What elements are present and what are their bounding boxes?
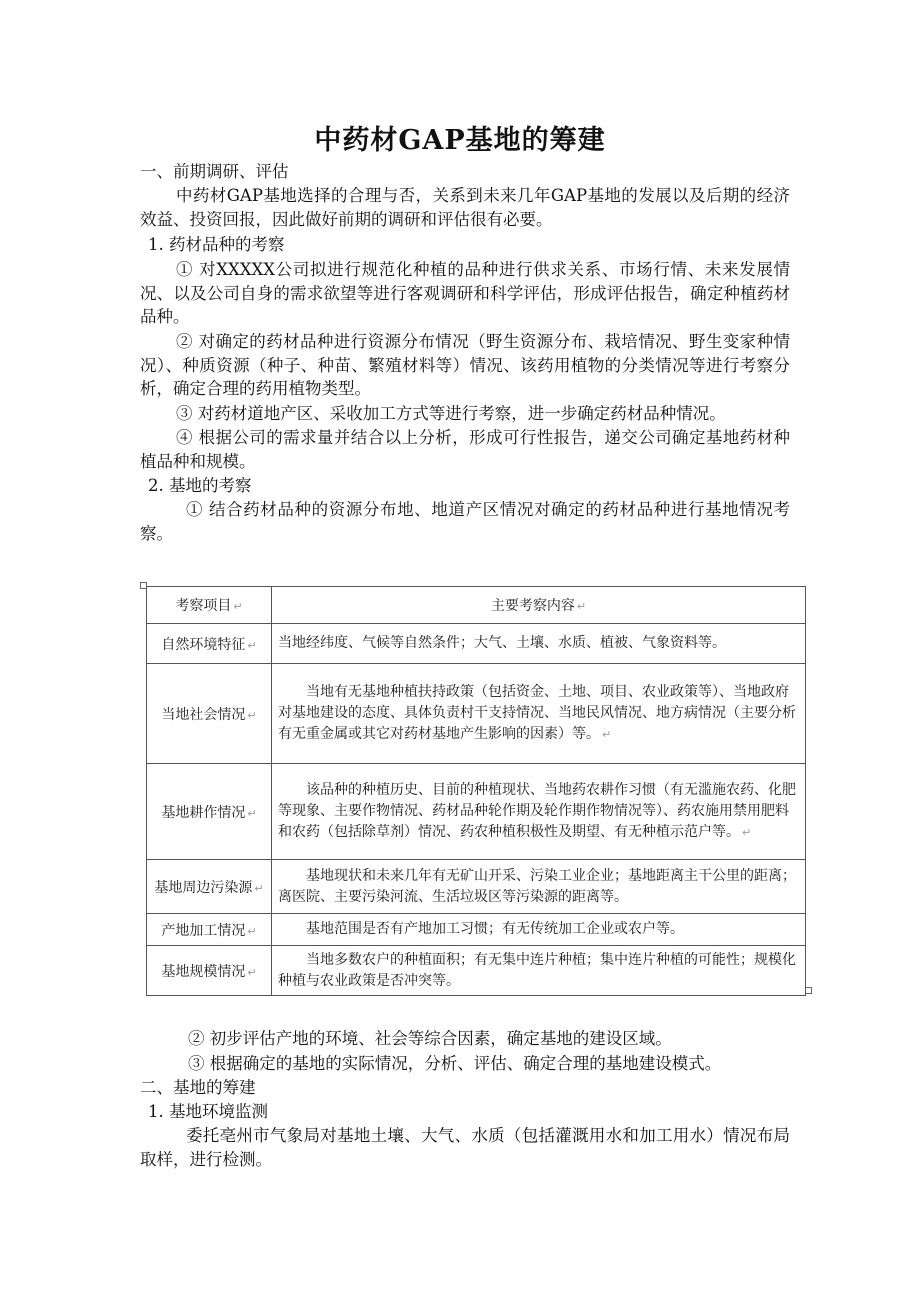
section-2-heading: 二、基地的筹建 [140, 1078, 256, 1097]
document-title: 中药材GAP基地的筹建 [314, 125, 606, 156]
table-row [147, 624, 806, 664]
table-row [147, 860, 806, 914]
subsection-1-item-4: ④ 根据公司的需求量并结合以上分析，形成可行性报告，递交公司确定基地药材种植品种和规模。 [140, 428, 790, 471]
table-cell-item: 当地社会情况 ↵ [147, 664, 272, 764]
table-cell-item: 产地加工情况 ↵ [147, 914, 272, 946]
section-1-heading: 一、前期调研、评估 [140, 162, 289, 181]
table-cell-item: 基地耕作情况 ↵ [147, 764, 272, 860]
subsection-1-item-3: ③ 对药材道地产区、采收加工方式等进行考察，进一步确定药材品种情况。 [176, 404, 726, 423]
table-row [147, 914, 806, 946]
table-cell-item: 基地周边污染源 ↵ [147, 860, 272, 914]
table-cell-content: 当地多数农户的种植面积；有无集中连片种植；集中连片种植的可能性；规模化种植与农业政策是否冲突等。 [272, 946, 806, 996]
table-cell-content: 当地有无基地种植扶持政策（包括资金、土地、项目、农业政策等）、当地政府对基地建设的态度、具体负责村干支持情况、当地民风情况、地方病情况（主要分析有无重金属或其它对药材基地产生影响的因素）等。 ↵ [272, 664, 806, 764]
table-cell-content: 该品种的种植历史、目前的种植现状、当地药农耕作习惯（有无滥施农药、化肥等现象、主要作物情况、药材品种轮作期及轮作期作物情况等）、药农施用禁用肥料和农药（包括除草剂）情况、药农种植积极性及期望、有无种植示范户等。 ↵ [272, 764, 806, 860]
subsection-1-item-2: ② 对确定的药材品种进行资源分布情况（野生资源分布、栽培情况、野生变家种情况）、种质资源（种子、种苗、繁殖材料等）情况、该药用植物的分类情况等进行考察分析，确定合理的药用植物类型。 [140, 332, 790, 398]
table-row [147, 664, 806, 764]
table-cell-content: 基地现状和未来几年有无矿山开采、污染工业企业；基地距离主干公里的距离；离医院、主要污染河流、生活垃圾区等污染源的距离等。 [272, 860, 806, 914]
table-header-row [147, 587, 806, 624]
subsection-1-item-1: ① 对XXXXX公司拟进行规范化种植的品种进行供求关系、市场行情、未来发展情况、以及公司自身的需求欲望等进行客观调研和科学评估，形成评估报告，确定种植药材品种。 [140, 260, 790, 326]
subsection-2-item-1: ① 结合药材品种的资源分布地、地道产区情况对确定的药材品种进行基地情况考察。 [140, 500, 790, 543]
table-header-content: 主要考察内容 ↵ [272, 587, 806, 624]
section-2-sub-1-heading: 1. 基地环境监测 [148, 1102, 268, 1121]
section-1-intro: 中药材GAP基地选择的合理与否，关系到未来几年GAP基地的发展以及后期的经济效益、投资回报，因此做好前期的调研和评估很有必要。 [140, 186, 790, 229]
after-table-item-3: ③ 根据确定的基地的实际情况，分析、评估、确定合理的基地建设模式。 [188, 1054, 722, 1073]
evaluation-table [146, 586, 806, 996]
table-cell-item: 基地规模情况 ↵ [147, 946, 272, 996]
table-cell-item: 自然环境特征 ↵ [147, 624, 272, 664]
table-header-item: 考察项目 ↵ [147, 587, 272, 624]
after-table-item-2: ② 初步评估产地的环境、社会等综合因素，确定基地的建设区域。 [188, 1029, 672, 1048]
table-cell-content: 当地经纬度、气候等自然条件；大气、土壤、水质、植被、气象资料等。 [272, 624, 806, 664]
subsection-2-heading: 2. 基地的考察 [148, 476, 252, 495]
subsection-1-heading: 1. 药材品种的考察 [148, 235, 285, 254]
table-cell-content: 基地范围是否有产地加工习惯；有无传统加工企业或农户等。 [272, 914, 806, 946]
section-2-sub-1-body: 委托亳州市气象局对基地土壤、大气、水质（包括灌溉用水和加工用水）情况布局取样，进行检测。 [140, 1126, 790, 1169]
evaluation-table-frame [140, 578, 812, 994]
table-corner-mark [805, 987, 812, 994]
table-row [147, 946, 806, 996]
table-row [147, 764, 806, 860]
